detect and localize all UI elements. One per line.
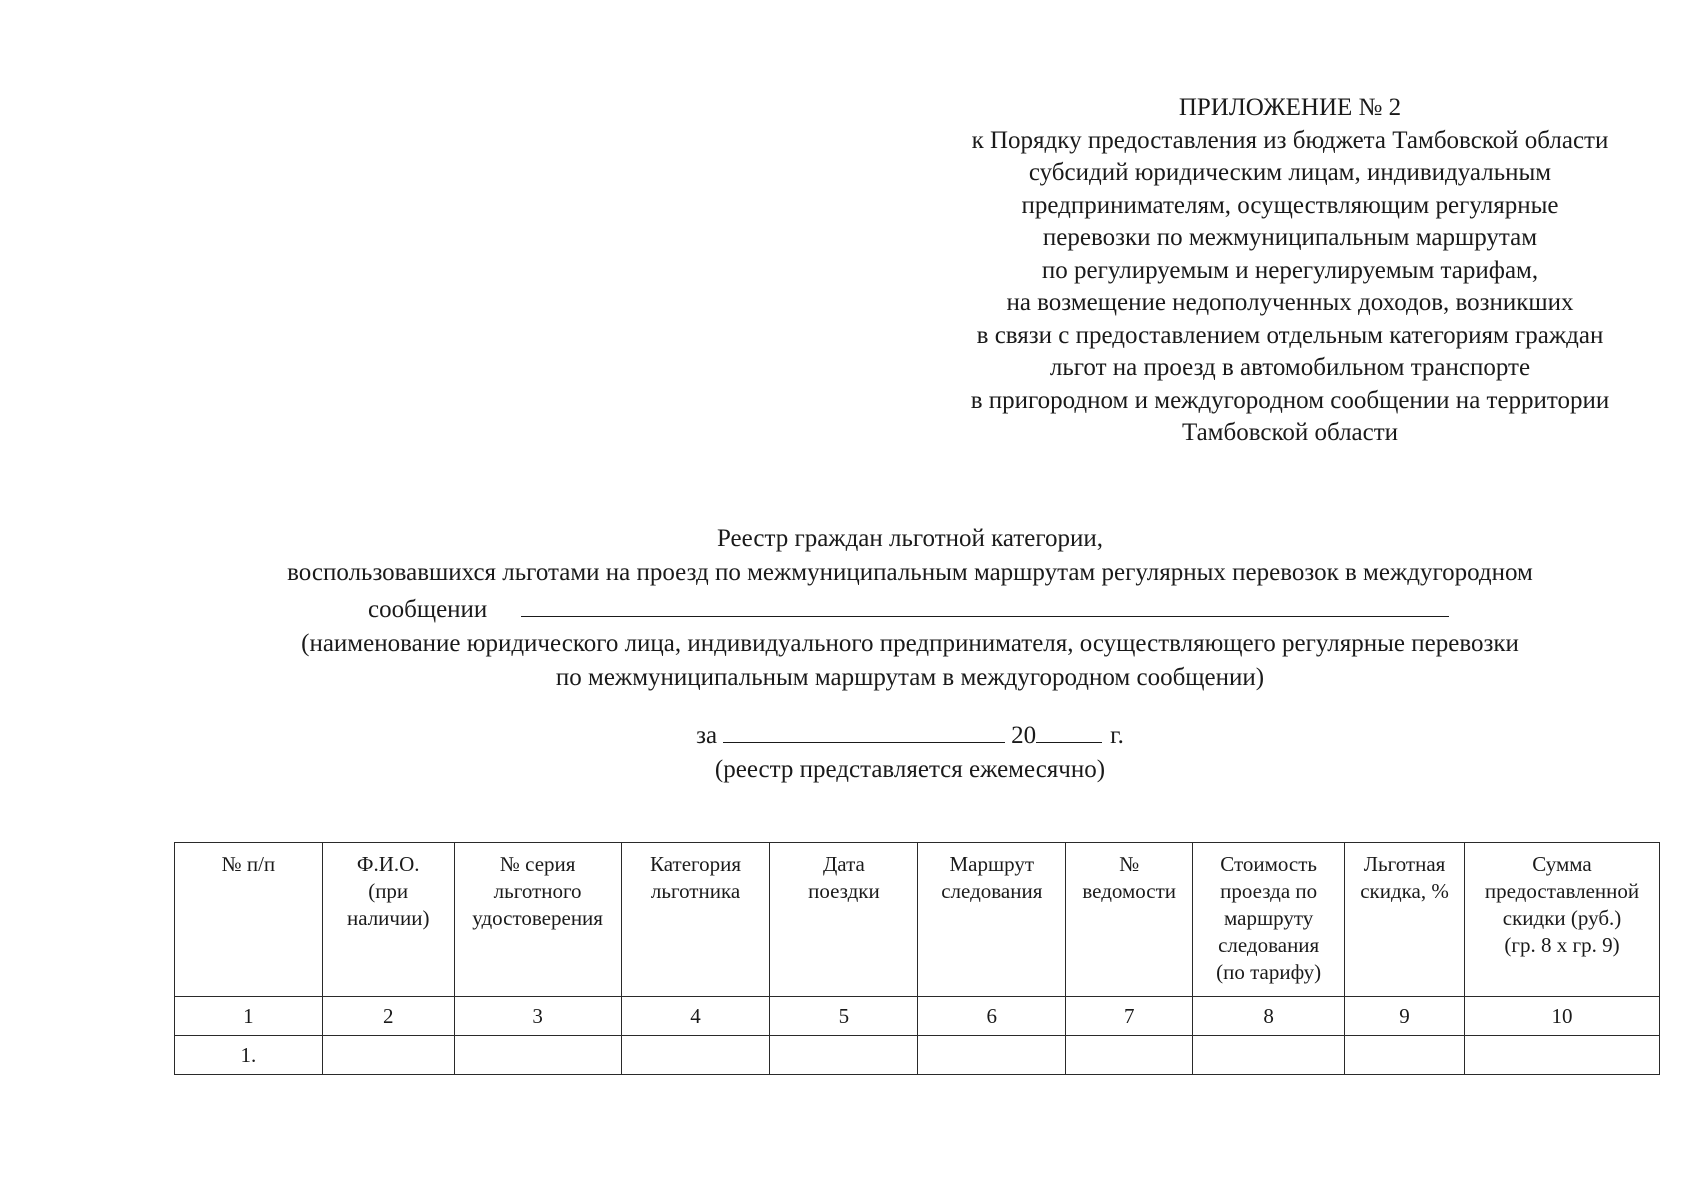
communication-label: сообщении <box>368 596 488 623</box>
organization-line <box>160 590 1660 627</box>
appendix-line: к Порядку предоставления из бюджета Тамбовской области <box>971 126 1609 154</box>
appendix-line: льгот на проезд в автомобильном транспорте <box>1049 354 1531 381</box>
period-block <box>160 716 1660 787</box>
appendix-line: предпринимателям, осуществляющим регулярные <box>1021 191 1559 219</box>
header-cell-category: Категория льготника <box>621 843 770 997</box>
header-cell-statement: № ведомости <box>1066 843 1193 997</box>
appendix-line: в связи с предоставлением отдельным категориям граждан <box>976 321 1604 349</box>
header-cell-certificate: № серия льготного удостоверения <box>454 843 621 997</box>
year-suffix: г. <box>1110 722 1124 749</box>
header-cell-route: Маршрут следования <box>918 843 1066 997</box>
column-number: 3 <box>454 997 621 1036</box>
table-cell[interactable] <box>322 1036 454 1075</box>
appendix-line: Тамбовской области <box>1181 419 1399 446</box>
table-cell[interactable] <box>621 1036 770 1075</box>
header-cell-discount-percent: Льготная скидка, % <box>1345 843 1465 997</box>
period-za-label: за <box>696 722 718 749</box>
header-cell-cost: Стоимость проезда по маршруту следования (по тарифу) <box>1193 843 1345 997</box>
row-number-cell: 1. <box>175 1036 323 1075</box>
column-number: 10 <box>1465 997 1660 1036</box>
table-cell[interactable] <box>1345 1036 1465 1075</box>
table-cell[interactable] <box>1465 1036 1660 1075</box>
table-cell[interactable] <box>454 1036 621 1075</box>
table-cell[interactable] <box>1066 1036 1193 1075</box>
column-number: 5 <box>770 997 918 1036</box>
year-blank[interactable] <box>1036 716 1102 743</box>
header-cell-fio: Ф.И.О. (при наличии) <box>322 843 454 997</box>
registry-heading <box>160 522 1660 695</box>
table-header-row <box>175 843 1660 997</box>
table-cell[interactable] <box>918 1036 1066 1075</box>
appendix-line: субсидий юридическим лицам, индивидуальным <box>1028 159 1552 186</box>
organization-name-blank[interactable] <box>521 590 1449 617</box>
table-cell[interactable] <box>770 1036 918 1075</box>
table-row <box>175 1036 1660 1075</box>
appendix-line: на возмещение недополученных доходов, возникших <box>1006 289 1574 316</box>
column-number: 9 <box>1345 997 1465 1036</box>
column-number: 4 <box>621 997 770 1036</box>
column-number: 8 <box>1193 997 1345 1036</box>
column-number-row <box>175 997 1660 1036</box>
column-number: 6 <box>918 997 1066 1036</box>
period-line <box>160 716 1660 753</box>
column-number: 2 <box>322 997 454 1036</box>
month-blank[interactable] <box>723 716 1005 743</box>
registry-table <box>174 842 1660 1075</box>
appendix-title: ПРИЛОЖЕНИЕ № 2 <box>1178 94 1402 121</box>
header-cell-number: № п/п <box>175 843 323 997</box>
period-note: (реестр представляется ежемесячно) <box>714 756 1106 783</box>
appendix-line: в пригородном и междугородном сообщении на территории <box>970 386 1610 414</box>
appendix-line: перевозки по межмуниципальным маршрутам <box>1042 224 1538 251</box>
organization-note: (наименование юридического лица, индивидуального предпринимателя, осуществляющего регулярные перевозки <box>301 630 1519 657</box>
appendix-line: по регулируемым и нерегулируемым тарифам, <box>1041 256 1539 284</box>
header-cell-date: Дата поездки <box>770 843 918 997</box>
column-number: 1 <box>175 997 323 1036</box>
year-prefix: 20 <box>1011 722 1037 749</box>
registry-subtitle: воспользовавшихся льготами на проезд по межмуниципальным маршрутам регулярных перевозок в междугородном <box>287 559 1533 586</box>
table-cell[interactable] <box>1193 1036 1345 1075</box>
header-cell-discount-sum: Сумма предоставленной скидки (руб.) (гр. 8 x гр. 9) <box>1465 843 1660 997</box>
column-number: 7 <box>1066 997 1193 1036</box>
registry-title: Реестр граждан льготной категории, <box>716 525 1104 552</box>
appendix-header <box>920 92 1660 450</box>
organization-note: по межмуниципальным маршрутам в междугородном сообщении) <box>555 664 1265 691</box>
